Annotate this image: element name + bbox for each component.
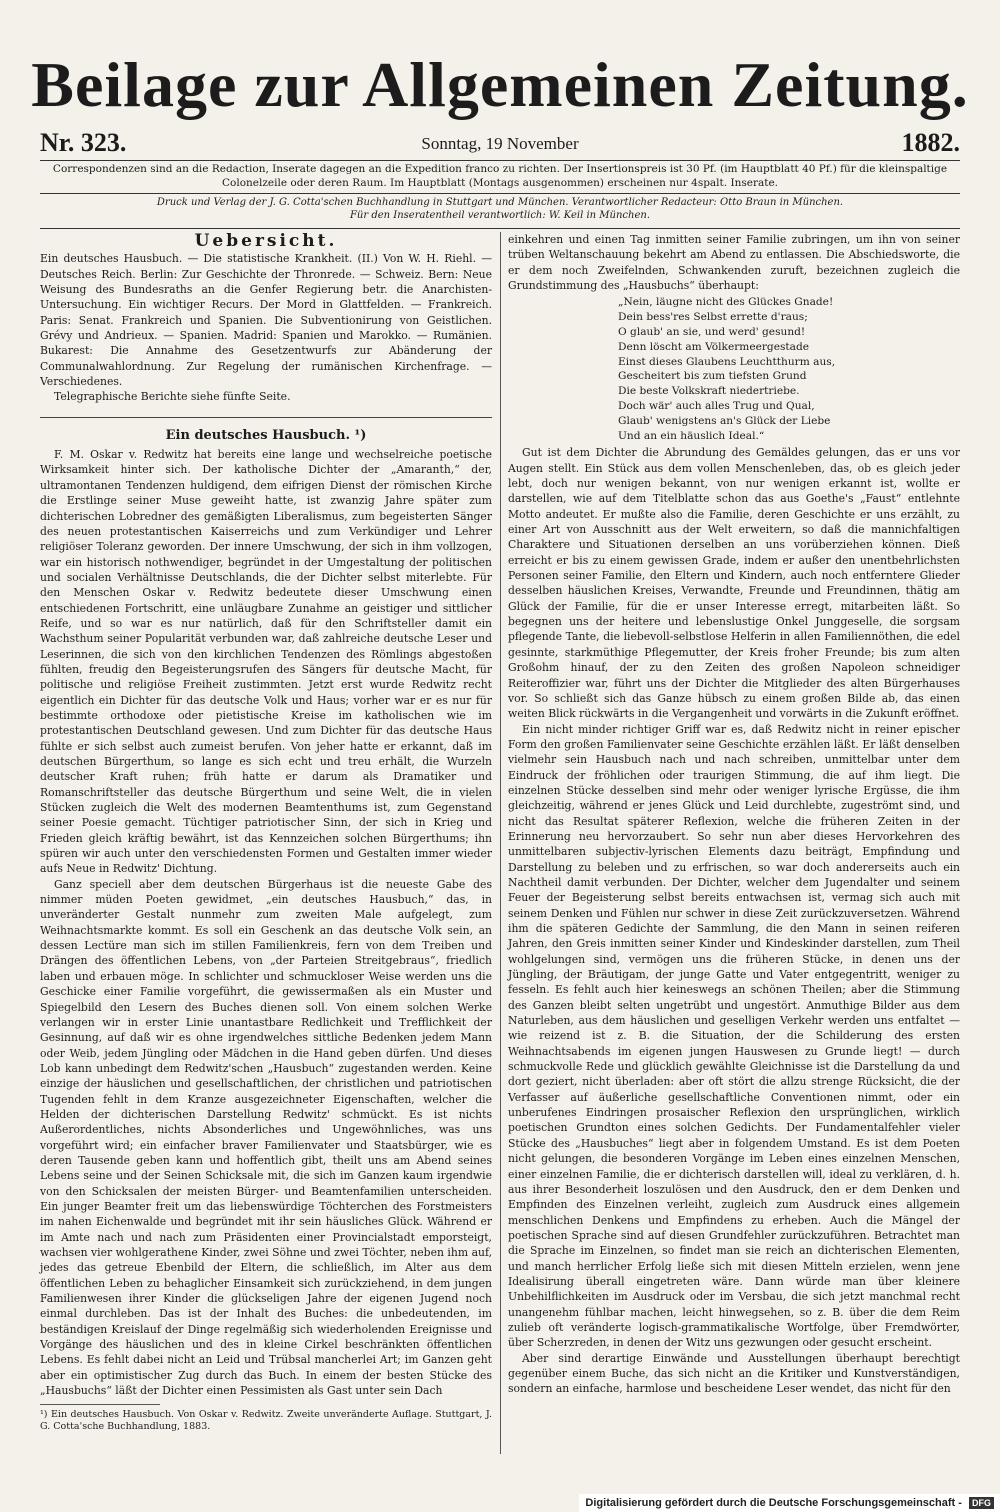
poem-line: Und an ein häuslich Ideal.“ <box>618 429 765 442</box>
article-title: Ein deutsches Hausbuch. ¹) <box>165 427 367 443</box>
article-paragraph: Gut ist dem Dichter die Abrundung des Gemäldes gelungen, das er uns vor Augen stellt. Ein Stück aus dem vollen Menschenleben, das, ob es gleich jeder lebt, doch nur wenigen bekannt, von nur wenigen erkannt ist, wollte er darstellen, wie auf dem Titelblatte schon das aus Goethe's „Faust“ entlehnte Motto andeutet. Er mußte also die Familie, deren Geschichte er uns erzählt, zu einer Art von Ausschnitt aus der Welt erweitern, so daß die mannichfaltigen Charaktere und Situationen derselben an uns vorüberziehen können. Dieß erreicht er bis zu einem gewissen Grade, indem er außer den unentbehrlichsten Personen seiner Familie, den Eltern und Kindern, auch noch entferntere Glieder desselben häuslichen Kreises, Verwandte, Freunde und Freundinnen, thätig am Glück der Familie, für die er unser Interesse erregt, mitarbeiten läßt. So begegnen uns der heitere und lebenslustige Onkel Junggeselle, die sorgsam pflegende Tante, die liebevoll-selbstlose Helferin in allen Familiennöthen, die edel gesinnte, starkmüthige Pflegemutter, der Kreis froher Freunde; bis zum alten Großohm hinauf, der zu den Zeiten des großen Napoleon schneidiger Reiteroffizier war, führt uns der Dichter die Mitglieder des alten Bürgerhauses vor. So schließt sich das Ganze hübsch zu einem großen Bilde ab, das einen weiten Blick rückwärts in die Vergangenheit und vorwärts in die Zukunft eröffnet. <box>508 446 960 721</box>
article-paragraph: Ein nicht minder richtiger Griff war es, daß Redwitz nicht in reiner epischer Form den großen Familienvater seine Geschichte erzählen läßt. Er läßt denselben vielmehr sein Hausbuch nach und nach schreiben, unmittelbar unter dem Eindruck der fröhlichen oder traurigen Stimmung, die auf ihm liegt. Die einzelnen Stücke desselben sind mehr oder weniger lyrische Ergüsse, die ihm gleichzeitig, während er jenes Glück und Leid durchlebte, zugeströmt sind, und nicht das Resultat späterer Reflexion, welche die früheren Zeiten in der Erinnerung neu hervorzaubert. So sehr nun aber dieses Hervorkehren des unmittelbaren subjectiv-lyrischen Elements dazu beiträgt, Empfindung und Darstellung zu beleben und zu erfrischen, so war doch andererseits auch ein Nachtheil damit verbunden. Der Dichter, welcher dem Jugendalter und seinem Feuer der Begeisterung selbst bereits entwachsen ist, vermag sich auch mit seinem Denken und Fühlen nur schwer in diese Zeit zurückzuversetzen. Während ihm die späteren Gedichte der Sammlung, die den Mann in seinen reiferen Jahren, den Greis inmitten seiner Kinder und Kindeskinder darstellen, zum Theil wohlgelungen sind, vermögen uns die früheren Stücke, in denen uns der Jüngling, der Bräutigam, der junge Gatte und Vater entgegentritt, weniger zu fesseln. Es fehlt auch hier keineswegs an schönen Theilen; aber die Stimmung des Ganzen bleibt selten ungetrübt und ungestört. Anmuthige Bilder aus dem Naturleben, aus dem häuslichen und geselligen Verkehr werden uns entfaltet — wie reizend ist z. B. die Situation, der die Schilderung des ersten Weihnachtsabends im eigenen jungen Hauswesen zu Grunde liegt! — durch schmuckvolle Rede und glücklich gewählte Gleichnisse ist die Darstellung da und dort geziert, nicht überladen: aber oft stört die allzu strenge Rücksicht, die der Verfasser auf äußerliche gesellschaftliche Conventionen nimmt, oder ein unberufenes Eindringen prosaischer Reflexion den ursprünglichen, wirklich poetischen Grundton eines solchen Gedichts. Der Fundamentalfehler vieler Stücke des „Hausbuches“ liegt aber in folgendem Umstand. Es ist dem Poeten nicht gelungen, die besonderen Vorgänge im Leben eines einzelnen Menschen, einer einzelnen Familie, die er dichterisch darstellen will, ideal zu verklären, d. h. aus ihrer Besonderheit loszulösen und den Ausdruck, den er dem Denken und Empfinden des Einzelnen verleiht, zugleich zum Ausdruck eines allgemein menschlichen Denkens und Empfindens zu erheben. Auch die Mängel der poetischen Sprache sind auf diesen Grundfehler zurückzuführen. Betrachtet man die Sprache im Einzelnen, so findet man sie reich an dichterischen Elementen, und manch herrlicher Erfolg ließe sich mit diesen Mitteln erzielen, wenn jene Idealisirung überall eingetreten wäre. Dann würde man über kleinere Unbehilflichkeiten im Ausdruck oder im Versbau, die sich jetzt manchmal recht unangenehm fühlbar machen, leicht hinwegsehen, so z. B. über die dem Reim zulieb oft veränderte logisch-grammatikalische Wortfolge, über Fremdwörter, über Scherzreden, in denen der Witz uns gezwungen oder gesucht erscheint. <box>508 722 960 1350</box>
printer-line <box>40 196 960 222</box>
overview-telegraph: Telegraphische Berichte siehe fünfte Seite. <box>54 390 291 404</box>
left-column <box>40 232 492 1433</box>
overview-text: Ein deutsches Hausbuch. — Die statistische Krankheit. (II.) Von W. H. Riehl. — Deutsches Reich. Berlin: Zur Geschichte der Thronrede. — Schweiz. Bern: Neue Weisung des Bundesraths an die Genfer Regierung betr. die Anarchisten-Untersuchung. Ein wichtiger Recurs. Der Mord in Glattfelden. — Frankreich. Paris: Senat. Frankreich und Spanien. Die Subventionirung von Geistlichen. Grévy und Andrieux. — Spanien. Madrid: Spanien und Marokko. — Rumänien. Bukarest: Die Annahme des Gesetzentwurfs zur Abänderung der Communalwahlordnung. Zur Regelung der rumänischen Kirchenfrage. — Verschiedenes. <box>40 252 492 389</box>
digitization-credit <box>579 1494 1000 1512</box>
divider <box>40 193 960 194</box>
printer-line-1: Druck und Verlag der J. G. Cotta'schen Buchhandlung in Stuttgart und München. Verantwortlicher Redacteur: Otto Braun in München. <box>156 197 844 208</box>
printer-line-2: Für den Inseratentheil verantwortlich: W. Keil in München. <box>349 210 651 221</box>
column-divider <box>500 232 501 1454</box>
subscription-notice: Correspondenzen sind an die Redaction, Inserate dagegen an die Expedition franco zu richten. Der Insertionspreis ist 30 Pf. (im Hauptblatt 40 Pf.) für die kleinspaltige Colonelzeile oder deren Raum. Im Hauptblatt (Montags ausgenommen) erscheinen nur 4spalt. Inserate. <box>52 163 948 189</box>
overview-heading: Uebersicht. <box>194 231 338 251</box>
article-paragraph: F. M. Oskar v. Redwitz hat bereits eine lange und wechselreiche poetische Wirksamkeit hinter sich. Der katholische Dichter der „Amaranth,“ der, ultramontanen Tendenzen huldigend, dem eifrigen Dienst der römischen Kirche die Erstlinge seiner Muse geweiht hatte, ist zwanzig Jahre später zum dichterischen Lobredner des gemäßigten Liberalismus, zum begeisterten Sänger des neuen protestantischen Kaiserreichs und zum Verkündiger und Lehrer religiöser Toleranz geworden. Der innere Umschwung, der sich in ihm vollzogen, war ein historisch nothwendiger, begründet in der Umgestaltung der politischen und socialen Verhältnisse Deutschlands, die der Dichter selbst miterlebte. Für den Menschen Oskar v. Redwitz bedeutete dieser Umschwung einen entschiedenen Fortschritt, eine unläugbare Zunahme an geistiger und sittlicher Reife, und so war es nur natürlich, daß für den Schriftsteller damit ein Wachsthum seiner Popularität verbunden war, daß zahlreiche deutsche Leser und Leserinnen, die sich von den kirchlichen Tendenzen des Römlings abgestoßen fühlten, freudig den Begeisterungsrufen des Sängers für deutsche Macht, für politische und religiöse Freiheit zustimmten. Jetzt erst wurde Redwitz recht eigentlich ein Dichter für das deutsche Volk und Haus; vorher war er es nur für bestimmte orthodoxe oder pietistische Kreise im katholischen wie im protestantischen Deutschland gewesen. Und zum Dichter für das deutsche Haus fühlte er sich selbst auch zumeist berufen. Von jeher hatte er erkannt, daß im deutschen Bürgerthum, so lange es sich echt und treu erhält, die Wurzeln deutscher Kraft ruhen; früh hatte er darum als Dramatiker und Romanschriftsteller das deutsche Bürgerthum und seine Welt, die in vielen Stücken zugleich die Welt des modernen Beamtenthums ist, zum Gegenstand seiner Poesie gemacht. Tüchtiger patriotischer Sinn, der sich in Krieg und Frieden gleich kräftig bewährt, ist das Kennzeichen solchen Bürgerthums; ihn spüren wir auch unter den verschiedensten Formen und Gestalten immer wieder aufs Neue in Redwitz' Dichtung. <box>40 448 492 876</box>
poem-line: Denn löscht am Völkermeergestade <box>618 340 810 353</box>
poem-line: Doch wär' auch alles Trug und Qual, <box>618 399 815 412</box>
poem-line: O glaub' an sie, und werd' gesund! <box>618 325 806 338</box>
divider <box>40 228 960 229</box>
footnote-divider <box>40 1404 160 1405</box>
article-paragraph: einkehren und einen Tag inmitten seiner Familie zubringen, um ihn von seiner trüben Weltanschauung bekehrt am Abend zu entlassen. Die Abschiedsworte, die er dem noch Zweifelnden, Schwankenden zuruft, bezeichnen zugleich die Grundstimmung des „Hausbuchs“ überhaupt: <box>508 233 960 293</box>
issue-number: Nr. 323. <box>40 128 127 157</box>
masthead-title: Beilage zur Allgemeinen Zeitung. <box>31 49 969 120</box>
poem <box>618 295 960 443</box>
poem-line: Einst dieses Glaubens Leuchtthurm aus, <box>618 355 836 368</box>
footnote: ¹) Ein deutsches Hausbuch. Von Oskar v. Redwitz. Zweite unveränderte Auflage. Stuttgart, J. G. Cotta'sche Buchhandlung, 1883. <box>40 1409 492 1433</box>
issue-year: 1882. <box>901 128 960 157</box>
right-column <box>508 232 960 1397</box>
article-paragraph: Ganz speciell aber dem deutschen Bürgerhaus ist die neueste Gabe des nimmer müden Poeten gewidmet, „ein deutsches Hausbuch,“ das, in unveränderter Gestalt nunmehr zum zweiten Male aufgelegt, zum Weihnachtsmarkte kommt. Es soll ein Geschenk an das deutsche Volk sein, an dessen Lectüre man sich im stillen Familienkreis, fern von dem Treiben und Drängen des öffentlichen Lebens, von „der Parteien Streitgebraus“, friedlich laben und erbauen möge. In schlichter und schmuckloser Weise werden uns die Geschicke einer Familie vorgeführt, die gewissermaßen als ein Muster und Spiegelbild den Lesern des Buches dienen soll. Von einem solchen Werke verlangen wir in erster Linie unantastbare Redlichkeit und Trefflichkeit der Gesinnung, auf daß wir es ohne irgendwelches sittliche Bedenken jedem Mann oder Weib, jedem Jüngling oder Mädchen in die Hand geben dürfen. Und dieses Lob kann unbedingt dem Redwitz'schen „Hausbuch“ zugestanden werden. Keine einzige der häuslichen und gesellschaftlichen, der christlichen und patriotischen Tugenden fehlt in dem Kranze ausgezeichneter Eigenschaften, welcher die Helden der dichterischen Darstellung Redwitz' schmückt. Es ist nichts Außerordentliches, nichts Absonderliches und Ungewöhnliches, was uns vorgeführt wird; ein einfacher braver Familienvater und Staatsbürger, wie es deren Tausende geben kann und hoffentlich gibt, theilt uns am Abend seines Lebens seine und der Seinen Schicksale mit, die sich im Ganzen kaum irgendwie von den Schicksalen der meisten Bürger- und Beamtenfamilien unterscheiden. Ein junger Beamter freit um das liebenswürdige Töchterchen des Forstmeisters im nahen Eichenwalde und begründet mit ihr sein häusliches Glück. Während er im Amte nach und nach zum Präsidenten einer Provincialstadt emporsteigt, wachsen vier wohlgerathene Kinder, zwei Söhne und zwei Töchter, neben ihm auf, jedes das getreue Ebenbild der Eltern, die schließlich, im Alter aus dem öffentlichen Leben zu behaglicher Einsamkeit sich zurückziehend, in dem jungen Familienwesen ihrer Kinder die glückseligen Jahre der eigenen Jugend noch einmal durchleben. Das ist der Inhalt des Buches: die unbedeutenden, im beständigen Kreislauf der Dinge regelmäßig sich wiederholenden Ereignisse und Vorgänge des häuslichen und des in kleine Cirkel beschränkten öffentlichen Lebens. Es fehlt dabei nicht an Leid und Trübsal mancherlei Art; im Ganzen geht aber ein optimistischer Zug durch das Buch. In einem der besten Stücke des „Hausbuchs“ läßt der Dichter einen Pessimisten als Gast unter sein Dach <box>40 877 492 1398</box>
section-divider <box>40 417 492 418</box>
issue-date: Sonntag, 19 November <box>421 134 579 153</box>
article-paragraph: Aber sind derartige Einwände und Ausstellungen überhaupt berechtigt gegenüber einem Buche, das sich nicht an die Kritiker und Kunstverständigen, sondern an einfache, harmlose und bescheidene Leser wendet, das nicht für den <box>508 1351 960 1396</box>
credit-text: Digitalisierung gefördert durch die Deutsche Forschungsgemeinschaft - <box>585 1497 962 1509</box>
poem-line: Dein bess'res Selbst errette d'raus; <box>618 311 808 324</box>
dfg-logo: DFG <box>969 1497 994 1509</box>
poem-line: Glaub' wenigstens an's Glück der Liebe <box>618 414 831 427</box>
dateline <box>40 128 960 158</box>
poem-line: „Nein, läugne nicht des Glückes Gnade! <box>618 296 834 309</box>
poem-line: Die beste Volkskraft niedertriebe. <box>618 385 800 398</box>
poem-line: Gescheitert bis zum tiefsten Grund <box>618 370 807 383</box>
divider <box>40 160 960 161</box>
